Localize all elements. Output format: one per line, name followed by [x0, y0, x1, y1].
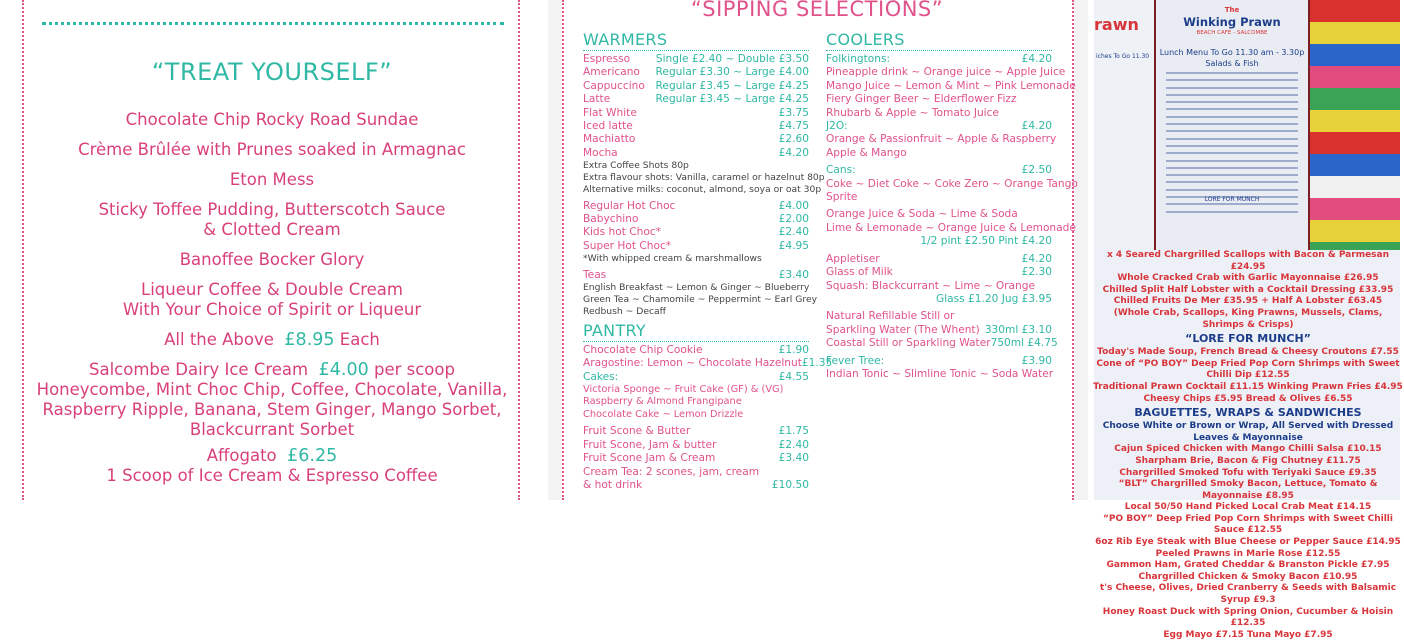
item-price: £4.55: [778, 370, 809, 383]
menu-row: [583, 66, 809, 79]
board-line: Chargrilled Chicken & Smoky Bacon £10.95: [1138, 571, 1358, 582]
board-line: Chilled Split Half Lobster with a Cocktail Dressing £33.95: [1102, 284, 1394, 295]
awning-stripe: [1310, 220, 1400, 242]
item-price: £1.90: [778, 343, 809, 356]
item-name: Aragostine: Lemon ~ Chocolate Hazelnut: [583, 357, 802, 370]
item-price: £1.75: [778, 425, 809, 438]
left-sign: [1094, 0, 1154, 250]
item-name: Appletiser: [826, 252, 880, 265]
board-line: Cheesy Chips £5.95 Bread & Olives £6.55: [1143, 393, 1353, 404]
dessert-desc: Honeycombe, Mint Choc Chip, Coffee, Chocolate, Vanilla,: [36, 380, 508, 399]
striped-awning: [1310, 0, 1400, 250]
drink-list: Lime & Lemonade ~ Orange Juice & Lemonade: [826, 221, 1076, 234]
item-price: £3.90: [1021, 354, 1052, 367]
item-price: Regular £3.30 ~ Large £4.00: [655, 66, 809, 79]
dessert-item: [0, 280, 544, 320]
menu-column-left: [583, 30, 833, 492]
board-line: Today's Made Soup, French Bread & Cheesy Croutons £7.55: [1097, 347, 1399, 358]
menu-row: [826, 266, 1052, 279]
drink-list: Mango Juice ~ Lemon & Mint ~ Pink Lemonade: [826, 79, 1076, 92]
dessert-item: [0, 170, 544, 190]
board-line: Chargrilled Smoked Tofu with Teriyaki Sauce £9.35: [1119, 467, 1377, 478]
item-price: 750ml £4.75: [990, 337, 1058, 350]
item-name: Fruit Scone, Jam & butter: [583, 438, 717, 451]
drink-list: Orange Juice & Soda ~ Lime & Soda: [826, 208, 1018, 221]
treat-yourself-menu: [0, 0, 548, 500]
drink-list: Pineapple drink ~ Orange juice ~ Apple Juice: [826, 66, 1066, 79]
menu-row: [826, 164, 1052, 177]
dotted-border-right: [1072, 0, 1074, 500]
item-name: Kids hot Choc*: [583, 226, 661, 239]
menu-row: [826, 253, 1052, 266]
cake-list: Raspberry & Almond Frangipane: [583, 396, 742, 408]
item-price: £3.75: [778, 106, 809, 119]
dotted-border-left: [562, 0, 564, 500]
item-price: £1.35: [801, 357, 833, 370]
item-price: £4.75: [778, 120, 809, 133]
dessert-item: [0, 110, 544, 130]
dessert-desc: 1 Scoop of Ice Cream & Espresso Coffee: [106, 466, 438, 485]
board-line: t's Cheese, Olives, Dried Cranberry & Seeds with Balsamic Syrup £9.3: [1099, 583, 1397, 606]
drink-list: Orange & Passionfruit ~ Apple & Raspberry: [826, 133, 1057, 146]
board-lunch: [1156, 47, 1308, 69]
item-price: £3.40: [778, 269, 809, 282]
menu-column-right: [826, 30, 1078, 381]
awning-stripe: [1310, 22, 1400, 44]
menu-row: [583, 213, 809, 226]
dessert-name: Crème Brûlée with Prunes soaked in Armagnac: [78, 140, 466, 159]
board-lunch-line: Lunch Menu To Go 11.30 am - 3.30p: [1159, 48, 1305, 57]
dessert-name: Salcombe Dairy Ice Cream: [89, 360, 309, 379]
dessert-desc: Raspberry Ripple, Banana, Stem Ginger, Mango Sorbet,: [42, 400, 502, 419]
dessert-list: [0, 110, 544, 496]
menu-row: [583, 425, 809, 438]
dessert-name: Affogato: [206, 446, 277, 465]
item-name: Espresso: [583, 53, 631, 65]
cream-tea: Cream Tea: 2 scones, jam, cream: [583, 465, 760, 478]
dessert-name: Sticky Toffee Pudding, Butterscotch Sauce: [98, 200, 446, 219]
item-name: Fever Tree:: [826, 354, 885, 367]
board-title-line: Winking Prawn: [1183, 15, 1281, 29]
item-name: Regular Hot Choc: [583, 199, 676, 212]
menu-row: [583, 107, 809, 120]
board-line: Traditional Prawn Cocktail £11.15 Winking Prawn Fries £4.95: [1093, 381, 1403, 392]
board-line: Local 50/50 Hand Picked Local Crab Meat £14.15: [1124, 502, 1372, 513]
item-price: £2.30: [1021, 266, 1052, 279]
dessert-item: [0, 446, 544, 486]
dessert-item: [0, 200, 544, 240]
board-title: [1156, 4, 1308, 28]
menu-row: [583, 357, 833, 370]
dessert-price-suffix: Each: [339, 330, 380, 349]
menu-row: [583, 147, 809, 160]
item-price: £2.40: [778, 438, 809, 451]
sipping-selections-title: “SIPPING SELECTIONS”: [690, 0, 944, 21]
item-name: Iced latte: [583, 120, 633, 133]
menu-row: [826, 355, 1052, 368]
menu-row: [826, 120, 1052, 133]
menu-row: [583, 93, 809, 106]
tea-list: Green Tea ~ Chamomile ~ Peppermint ~ Earl Grey: [583, 294, 818, 306]
item-name: Chocolate Chip Cookie: [583, 343, 703, 356]
left-sign-text: iches To Go 11.30: [1096, 53, 1150, 60]
tea-list: Redbush ~ Decaff: [583, 306, 666, 318]
board-line: Peeled Prawns in Marie Rose £12.55: [1155, 548, 1341, 559]
item-name: Latte: [583, 93, 611, 106]
awning-stripe: [1310, 88, 1400, 110]
menu-row: [583, 53, 809, 66]
dessert-name: Liqueur Coffee & Double Cream: [141, 280, 403, 299]
closeup-text: [1092, 250, 1404, 641]
item-name: Cappuccino: [583, 79, 645, 92]
menu-row: [583, 344, 809, 357]
sipping-selections-menu: [548, 0, 1088, 500]
item-price: £4.20: [1021, 252, 1052, 265]
item-name: Cans:: [826, 164, 856, 177]
item-name: Fruit Scone Jam & Cream: [583, 452, 716, 465]
item-name: Glass of Milk: [826, 266, 893, 279]
pantry-heading: PANTRY: [583, 321, 809, 342]
board-title-line: The: [1224, 6, 1240, 14]
cake-list: Chocolate Cake ~ Lemon Drizzle: [583, 408, 744, 420]
item-name: Mocha: [583, 146, 618, 159]
item-price: £4.95: [778, 239, 809, 252]
item-price: £3.40: [778, 452, 809, 465]
treat-yourself-title: “TREAT YOURSELF”: [151, 58, 393, 86]
coolers-heading: COOLERS: [826, 30, 1052, 51]
awning-stripe: [1310, 0, 1400, 22]
item-price: £2.50: [1021, 164, 1052, 177]
item-name: Americano: [583, 66, 640, 79]
item-name: Fruit Scone & Butter: [583, 425, 691, 438]
board-heading: “LORE FOR MUNCH”: [1185, 332, 1311, 346]
awning-stripe: [1310, 154, 1400, 176]
board-line: Chilled Fruits De Mer £35.95 + Half A Lobster £63.45: [1113, 296, 1383, 307]
item-price: £2.40: [778, 226, 809, 239]
cake-list: Victoria Sponge ~ Fruit Cake (GF) & (VG): [583, 384, 784, 396]
item-price: £4.20: [1021, 53, 1052, 65]
item-price: 1/2 pint £2.50 Pint £4.20: [920, 235, 1052, 248]
menu-row: [826, 324, 1052, 337]
item-price: £2.60: [778, 133, 809, 146]
menu-row: [826, 310, 1052, 323]
board-line: Egg Mayo £7.15 Tuna Mayo £7.95: [1163, 629, 1333, 640]
dessert-desc: With Your Choice of Spirit or Liqueur: [122, 300, 422, 319]
drink-list: Squash: Blackcurrant ~ Lime ~ Orange: [826, 279, 1035, 292]
item-name: Flat White: [583, 106, 637, 119]
menu-row: [583, 133, 809, 146]
dessert-item: [0, 360, 544, 440]
menu-row: [583, 371, 809, 384]
awning-stripe: [1310, 132, 1400, 154]
item-price: £10.50: [771, 478, 809, 491]
board-line: x 4 Seared Chargrilled Scallops with Bacon & Parmesan £24.95: [1106, 250, 1390, 272]
board-line: Gammon Ham, Grated Cheddar & Branston Pickle £7.95: [1106, 560, 1390, 571]
awning-stripe: [1310, 44, 1400, 66]
extra-note: Extra flavour shots: Vanilla, caramel or hazelnut 80p: [583, 172, 825, 184]
board-lore: LORE FOR MUNCH: [1204, 196, 1260, 203]
dessert-item: [0, 140, 544, 160]
dessert-name: Banoffee Bocker Glory: [179, 250, 365, 269]
dessert-item: [0, 250, 544, 270]
warmers-heading: WARMERS: [583, 30, 809, 51]
dessert-name: All the Above: [164, 330, 274, 349]
board-line: Cajun Spiced Chicken with Mango Chilli Salsa £10.15: [1114, 444, 1382, 455]
menu-row: [583, 439, 809, 452]
menu-row: [583, 80, 809, 93]
item-price: 330ml £3.10: [984, 323, 1052, 336]
menu-row: [826, 337, 1058, 350]
choc-note: *With whipped cream & marshmallows: [583, 253, 762, 265]
awning-stripe: [1310, 110, 1400, 132]
board-line: Cone of “PO BOY” Deep Fried Pop Corn Shrimps with Sweet Chilli Dip £12.55: [1096, 358, 1400, 381]
dessert-price-suffix: per scoop: [373, 360, 455, 379]
item-name: J2O:: [826, 120, 848, 133]
extra-note: Alternative milks: coconut, almond, soya or oat 30p: [583, 183, 822, 195]
item-price: Glass £1.20 Jug £3.95: [935, 292, 1052, 305]
board-line: Honey Roast Duck with Spring Onion, Cucumber & Hoisin £12.35: [1102, 606, 1394, 629]
item-price: £4.00: [778, 199, 809, 212]
item-name: Sparkling Water (The Whent): [826, 323, 980, 336]
left-sign-title: rawn: [1094, 15, 1139, 34]
board-line: (Whole Crab, Scallops, King Prawns, Mussels, Clams, Shrimps & Crisps): [1113, 307, 1383, 330]
dessert-price: £8.95: [284, 330, 335, 350]
menu-board-closeup: [1093, 250, 1403, 640]
dessert-desc: Blackcurrant Sorbet: [189, 420, 355, 439]
drink-list: Indian Tonic ~ Slimline Tonic ~ Soda Water: [826, 367, 1054, 380]
board-line: Sharpham Brie, Bacon & Fig Chutney £11.75: [1135, 455, 1361, 466]
item-name: & hot drink: [583, 478, 643, 491]
item-price: Single £2.40 ~ Double £3.50: [655, 53, 809, 65]
menu-row: [583, 120, 809, 133]
board-lunch-line: Salads & Fish: [1205, 59, 1259, 68]
board-subtitle: BEACH CAFE - SALCOMBE: [1196, 30, 1268, 36]
board-line: “BLT” Chargrilled Smoky Bacon, Lettuce, Tomato & Mayonnaise £8.95: [1118, 479, 1378, 501]
drink-list: Apple & Mango: [826, 146, 907, 159]
dessert-name: Eton Mess: [229, 170, 315, 189]
extra-note: Extra Coffee Shots 80p: [583, 160, 689, 172]
item-price: £4.20: [778, 146, 809, 159]
item-price: Regular £3.45 ~ Large £4.25: [655, 79, 809, 92]
tea-list: English Breakfast ~ Lemon & Ginger ~ Blueberry: [583, 282, 810, 294]
item-price: £4.20: [1021, 120, 1052, 133]
item-name: Teas: [583, 269, 607, 282]
menu-row: [583, 200, 809, 213]
item-name: Coastal Still or Sparkling Water: [826, 337, 991, 350]
board-heading: BAGUETTES, WRAPS & SANDWICHES: [1134, 406, 1362, 420]
menu-row: [583, 452, 809, 465]
item-price: Regular £3.45 ~ Large £4.25: [655, 93, 809, 106]
awning-stripe: [1310, 198, 1400, 220]
board-line: Choose White or Brown or Wrap, All Served with Dressed Leaves & Mayonnaise: [1102, 421, 1394, 443]
menu-row: [583, 240, 809, 253]
awning-stripe: [1310, 66, 1400, 88]
item-name: Machiatto: [583, 133, 636, 146]
drink-list: Coke ~ Diet Coke ~ Coke Zero ~ Orange Tango: [826, 177, 1078, 190]
dotted-divider: [42, 22, 504, 25]
drink-list: Fiery Ginger Beer ~ Elderflower Fizz: [826, 93, 1017, 106]
storefront-photo: [1094, 0, 1400, 250]
item-name: Folkingtons:: [826, 53, 891, 65]
dessert-price: £6.25: [287, 446, 338, 466]
item-name: Cakes:: [583, 370, 619, 383]
awning-stripe: [1310, 176, 1400, 198]
item-name: Natural Refillable Still or: [826, 310, 955, 323]
dessert-name: Chocolate Chip Rocky Road Sundae: [125, 110, 419, 129]
item-name: Super Hot Choc*: [583, 239, 672, 252]
dessert-price: £4.00: [318, 360, 369, 380]
dessert-desc: & Clotted Cream: [203, 220, 341, 239]
menu-row: [583, 479, 809, 492]
board-line: Whole Cracked Crab with Garlic Mayonnaise £26.95: [1117, 273, 1379, 284]
menu-row: [583, 269, 809, 282]
item-price: £2.00: [778, 213, 809, 226]
item-name: Babychino: [583, 213, 639, 226]
drink-list: Rhubarb & Apple ~ Tomato Juice: [826, 106, 999, 119]
menu-row: [583, 226, 809, 239]
menu-row: [826, 53, 1052, 66]
drink-list: Sprite: [826, 191, 858, 204]
board-line: “PO BOY” Deep Fried Pop Corn Shrimps with Sweet Chilli Sauce £12.55: [1103, 513, 1393, 536]
dessert-item: [0, 330, 544, 350]
board-line: 6oz Rib Eye Steak with Blue Cheese or Pepper Sauce £14.95: [1095, 537, 1401, 548]
